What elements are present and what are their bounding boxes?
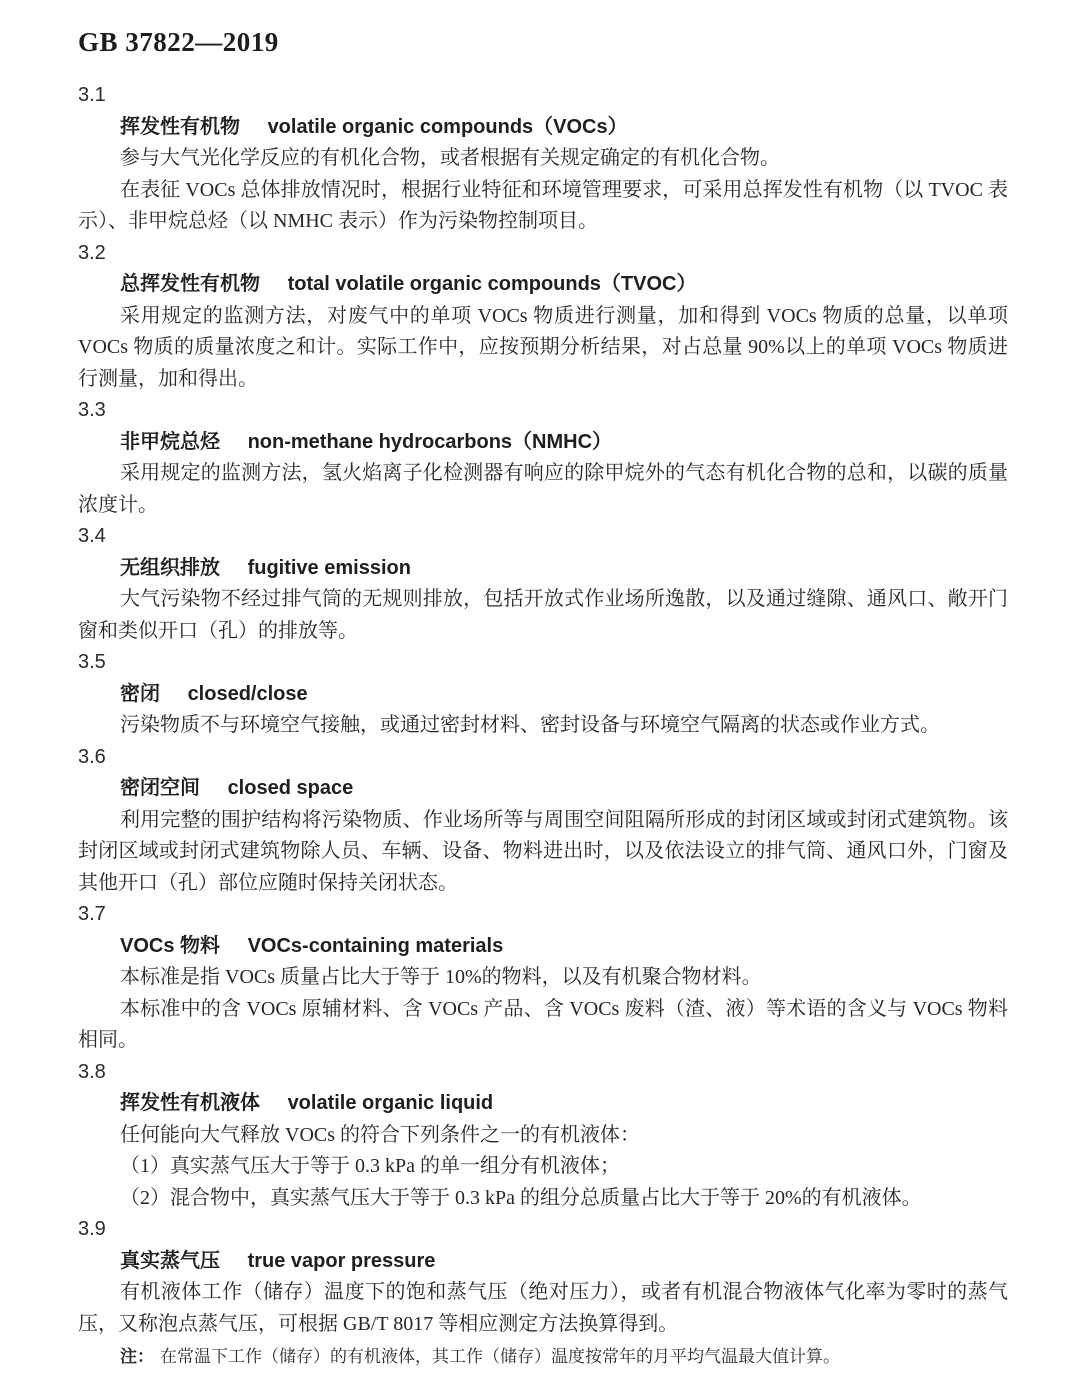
section-number: 3.5 [78, 651, 106, 673]
definition-paragraph: 本标准是指 VOCs 质量占比大于等于 10%的物料，以及有机聚合物材料。 [120, 966, 762, 988]
section-number: 3.8 [78, 1060, 106, 1083]
note [78, 1340, 1008, 1373]
section-number: 3.3 [78, 399, 106, 421]
definition-paragraph: 本标准中的含 VOCs 原辅材料、含 VOCs 产品、含 VOCs 废料（渣、液）等术语的含义与 VOCs 物料相同。 [78, 997, 1008, 1051]
term-en: VOCs-containing materials [247, 934, 504, 957]
section-3-2 [78, 238, 1008, 396]
term-zh: 总挥发性有机物 [120, 273, 260, 295]
term-zh: 密闭空间 [120, 777, 200, 799]
term-en: fugitive emission [247, 556, 411, 579]
section-3-1 [78, 80, 1008, 238]
definition-paragraph: 有机液体工作（储存）温度下的饱和蒸气压（绝对压力），或者有机混合物液体气化率为零时的蒸气压，又称泡点蒸气压，可根据 GB/T 8017 等相应测定方法换算得到。 [78, 1281, 1008, 1335]
definition-paragraph: 采用规定的监测方法，氢火焰离子化检测器有响应的除甲烷外的气态有机化合物的总和，以碳的质量浓度计。 [78, 462, 1008, 516]
definition-paragraph: 参与大气光化学反应的有机化合物，或者根据有关规定确定的有机化合物。 [120, 147, 780, 169]
section-3-5 [78, 647, 1008, 742]
section-3-9 [78, 1214, 1008, 1373]
note-label: 注： [120, 1347, 154, 1366]
term-zh: 无组织排放 [120, 556, 220, 579]
term-heading [78, 112, 1008, 144]
term-heading [78, 931, 1008, 963]
term-en: non-methane hydrocarbons（NMHC） [247, 430, 613, 453]
term-zh: 挥发性有机液体 [120, 1092, 260, 1114]
term-en: volatile organic liquid [287, 1092, 494, 1114]
term-zh: 挥发性有机物 [120, 115, 240, 138]
condition-item-1: （1）真实蒸气压大于等于 0.3 kPa 的单一组分有机液体； [120, 1155, 620, 1177]
section-3-4 [78, 521, 1008, 647]
term-heading [78, 1088, 1008, 1120]
definition-paragraph: 任何能向大气释放 VOCs 的符合下列条件之一的有机液体： [120, 1123, 641, 1146]
definition-paragraph: 污染物质不与环境空气接触，或通过密封材料、密封设备与环境空气隔离的状态或作业方式。 [120, 714, 940, 736]
terms-and-definitions [78, 80, 1008, 1373]
term-en: total volatile organic compounds（TVOC） [287, 273, 697, 295]
term-heading [78, 1246, 1008, 1278]
definition-paragraph: 利用完整的围护结构将污染物质、作业场所等与周围空间阻隔所形成的封闭区域或封闭式建筑物。该封闭区域或封闭式建筑物除人员、车辆、设备、物料进出时，以及依法设立的排气筒、通风口外，门窗及其他开口（孔）部位应随时保持关闭状态。 [78, 808, 1008, 894]
definition-paragraph: 大气污染物不经过排气筒的无规则排放，包括开放式作业场所逸散，以及通过缝隙、通风口、敞开门窗和类似开口（孔）的排放等。 [78, 588, 1008, 642]
term-en: closed/close [187, 682, 308, 705]
section-3-6 [78, 742, 1008, 900]
term-heading [78, 427, 1008, 459]
term-zh: 真实蒸气压 [120, 1249, 220, 1272]
definition-paragraph: 采用规定的监测方法，对废气中的单项 VOCs 物质进行测量，加和得到 VOCs 物质的总量，以单项 VOCs 物质的质量浓度之和计。实际工作中，应按预期分析结果，对占总量 90%以上的单项 VOCs 物质进行测量，加和得出。 [78, 304, 1008, 390]
term-heading [78, 773, 1008, 805]
section-number: 3.7 [78, 903, 106, 925]
section-3-8 [78, 1057, 1008, 1215]
term-zh: 非甲烷总烃 [120, 430, 220, 453]
section-number: 3.1 [78, 84, 106, 106]
term-en: true vapor pressure [247, 1249, 436, 1272]
page-header [78, 26, 1008, 58]
term-en: closed space [227, 777, 354, 799]
section-number: 3.9 [78, 1218, 106, 1240]
term-en: volatile organic compounds（VOCs） [267, 115, 628, 138]
term-heading [78, 269, 1008, 301]
section-3-7 [78, 899, 1008, 1057]
section-number: 3.6 [78, 745, 106, 768]
definition-paragraph: 在表征 VOCs 总体排放情况时，根据行业特征和环境管理要求，可采用总挥发性有机物（以 TVOC 表示）、非甲烷总烃（以 NMHC 表示）作为污染物控制项目。 [78, 178, 1008, 232]
term-heading [78, 553, 1008, 585]
section-number: 3.2 [78, 241, 106, 264]
doc-number: GB 37822—2019 [78, 27, 279, 57]
note-text: 在常温下工作（储存）的有机液体，其工作（储存）温度按常年的月平均气温最大值计算。 [160, 1347, 840, 1366]
condition-item-2: （2）混合物中，真实蒸气压大于等于 0.3 kPa 的组分总质量占比大于等于 20%的有机液体。 [120, 1186, 922, 1209]
term-heading [78, 679, 1008, 711]
section-3-3 [78, 395, 1008, 521]
term-zh: VOCs 物料 [120, 934, 221, 957]
section-number: 3.4 [78, 525, 106, 547]
term-zh: 密闭 [120, 682, 160, 705]
